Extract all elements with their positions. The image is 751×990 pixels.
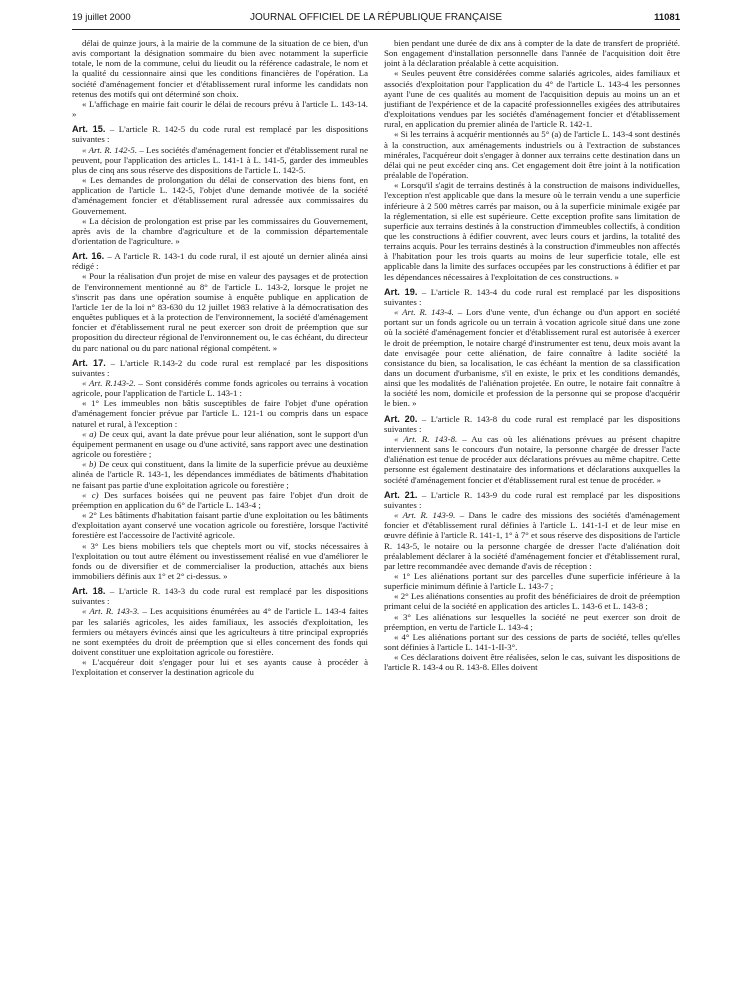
article-reference: « Art. R. 143-4. — [394, 307, 454, 318]
article-reference: « Art. R. 142-5. — [82, 144, 138, 155]
body-paragraph — [72, 606, 368, 657]
article-heading: Art. 19. — [384, 286, 418, 297]
paragraph-text: – L'article R.143-2 du code rural est remplacé par les dispositions suivantes : — [72, 357, 368, 378]
paragraph-text: « Les demandes de prolongation du délai de conservation des biens font, en application de l'article L. 142-5, l'objet d'une demande motivée de la société d'aménagement foncier et d'établissement rural adressée aux commissaires du Gouvernement. — [72, 175, 368, 216]
right-column — [384, 38, 680, 984]
paragraph-text: – L'article R. 143-8 du code rural est remplacé par les dispositions suivantes : — [384, 413, 680, 434]
paragraph-text: « 2° Les aliénations consenties au profit des bénéficiaires de droit de préemption primant celui de la société en application des articles L. 143-6 et L. 143-8 ; — [384, 591, 680, 612]
body-paragraph — [72, 657, 368, 677]
body-paragraph — [72, 490, 368, 510]
article-reference: « b) — [82, 459, 97, 470]
body-paragraph — [384, 510, 680, 571]
article-paragraph — [384, 414, 680, 434]
paragraph-text: « 1° Les immeubles non bâtis susceptibles de faire l'objet d'une opération d'aménagement foncier prévue par l'article L. 121-1 ou compris dans un espace naturel et rural, à l'exception : — [72, 398, 368, 429]
body-paragraph — [384, 68, 680, 129]
article-reference: « a) — [82, 428, 97, 439]
paragraph-text: « La décision de prolongation est prise par les commissaires du Gouvernement, après avis de la chambre d'agriculture et de la commission départementale d'orientation de l'agriculture. » — [72, 215, 368, 246]
body-paragraph — [72, 510, 368, 540]
body-paragraph — [384, 129, 680, 180]
paragraph-text: – L'article R. 143-9 du code rural est remplacé par les dispositions suivantes : — [384, 489, 680, 510]
paragraph-text: De ceux qui constituent, dans la limite de la superficie prévue au deuxième alinéa de l'article R. 143-1, les dépendances immédiates de bâtiments d'habitation ne faisant pas partie d'une exploitation agricole ou forestière ; — [72, 459, 368, 490]
article-reference: « Art. R.143-2. — [82, 378, 136, 388]
paragraph-text: bien pendant une durée de dix ans à compter de la date de transfert de propriété. Son engagement d'installation personnelle dans l'année de l'acquisition doit être joint à la déclaration préalable à cette acquisition. — [384, 38, 680, 69]
body-paragraph — [72, 145, 368, 175]
body-paragraph — [72, 378, 368, 398]
paragraph-text: « Ces déclarations doivent être réalisées, selon le cas, suivant les dispositions de l'article R. 143-4 ou R. 143-8. Elles doivent — [384, 652, 680, 673]
paragraph-text: « Seules peuvent être considérées comme salariés agricoles, aides familiaux et associés d'exploitation pour l'application du 4° de l'article L. 143-4 les personnes ayant l'une de ces qualités au moment de l'acquisition depuis au moins un an et justifiant de l'expérience et de la capacité professionnelles exigées des attributaires d'exploitations vendues par les sociétés d'aménagement foncier et d'établissement rural, en application du premier alinéa de l'article R. 142-1. — [384, 68, 680, 130]
article-reference: « Art. R. 143-8. — [394, 433, 458, 444]
body-paragraph — [72, 398, 368, 428]
paragraph-text: De ceux qui, avant la date prévue pour leur aliénation, sont le support d'un équipement permanent en usage ou d'une activité, sans rapport avec une destination agricole ou forestière ; — [72, 428, 368, 460]
left-column — [72, 38, 368, 984]
body-paragraph — [72, 216, 368, 246]
body-paragraph — [384, 180, 680, 282]
body-paragraph — [384, 652, 680, 672]
paragraph-text: « 3° Les biens mobiliers tels que cheptels mort ou vif, stocks nécessaires à l'exploitation ou tout autre élément ou investissement réalisé en vue d'améliorer le fonds ou de diversifier et de commercialiser la production, attachés aux biens immobiliers définis aux 1° et 2° ci-dessus. » — [72, 540, 368, 581]
paragraph-text: « 4° Les aliénations portant sur des cessions de parts de société, telles qu'elles sont définies à l'article L. 141-1-II-3°. — [384, 631, 680, 653]
article-heading: Art. 18. — [72, 586, 106, 597]
body-paragraph — [72, 429, 368, 459]
paragraph-text: – Les sociétés d'aménagement foncier et d'établissement rural ne peuvent, pour l'application des articles L. 141-1 à L. 141-5, garder des immeubles plus de cinq ans sous réserve des dispositions de l'article L. 142-5. — [72, 144, 368, 175]
paragraph-text: « Pour la réalisation d'un projet de mise en valeur des paysages et de protection de l'environnement mentionné au 8° de l'article L. 143-2, lorsque le projet ne s'inscrit pas dans une opération soumise à enquête publique en application de l'article 1er de la loi n° 83-630 du 12 juillet 1983 relative à la démocratisation des enquêtes publiques et à la protection de l'environnement, la société d'aménagement foncier et d'établissement rural ne peut exercer son droit de préemption que sur proposition du directeur régional de l'environnement ou, le cas échéant, du directeur du parc national ou du parc national régional compétent. » — [72, 271, 368, 353]
paragraph-text: – Lors d'une vente, d'un échange ou d'un apport en société portant sur un fonds agricole ou un terrain à vocation agricole situé dans une zone où la société d'aménagement foncier et d'établissement rural est autorisée à exercer le droit de préemption, le notaire chargé d'instrumenter est tenu, deux mois avant la date envisagée pour cette aliénation, de faire connaître à ladite société la consistance du bien, sa localisation, le cas échéant la mention de sa classification dans un document d'urbanisme, s'il en existe, le prix et les conditions demandés, ainsi que les modalités de l'aliénation projetée. En outre, le notaire fait connaître à la société les nom, domicile et profession de la personne qui se propose d'acquérir le bien. » — [384, 307, 680, 409]
body-paragraph — [72, 175, 368, 216]
body-paragraph — [384, 307, 680, 409]
paragraph-text: « L'acquéreur doit s'engager pour lui et ses ayants cause à procéder à l'exploitation et conserver la destination agricole du — [72, 657, 368, 678]
paragraph-text: « 1° Les aliénations portant sur des parcelles d'une superficie inférieure à la superficie minimum définie à l'article L. 143-7 ; — [384, 570, 680, 592]
paragraph-text: – Dans le cadre des missions des sociétés d'aménagement foncier et d'établissement rural définies à l'article L. 141-1-I et de leur mise en œuvre définie à l'article R. 141-1, 1° à 7° et sous réserve des dispositions de l'article R. 143-5, le notaire ou la personne chargée de dresser l'acte d'aliénation doit préalablement déclarer à la société d'aménagement foncier et d'établissement rural, par lettre recommandée avec demande d'avis de réception : — [384, 510, 680, 571]
issue-date: 19 juillet 2000 — [72, 12, 131, 23]
paragraph-text: – L'article R. 142-5 du code rural est remplacé par les dispositions suivantes : — [72, 124, 368, 145]
article-heading: Art. 15. — [72, 124, 106, 135]
article-paragraph — [72, 586, 368, 606]
paragraph-text: « 2° Les bâtiments d'habitation faisant partie d'une exploitation ou les bâtiments d'exploitation ayant conservé une vocation agricole ou forestière, lorsque l'activité forestière est l'accessoire de l'activité agricole. — [72, 510, 368, 541]
body-paragraph — [72, 99, 368, 119]
article-heading: Art. 16. — [72, 251, 105, 262]
article-paragraph — [384, 287, 680, 307]
page-number: 11081 — [654, 12, 680, 23]
paragraph-text: – Sont considérés comme fonds agricoles ou terrains à vocation agricole, pour l'application de l'article L. 143-1 : — [72, 378, 368, 399]
body-paragraph — [384, 612, 680, 632]
article-reference: « Art. R. 143-3. — [82, 606, 140, 617]
journal-title: JOURNAL OFFICIEL DE LA RÉPUBLIQUE FRANÇAISE — [249, 12, 503, 23]
body-paragraph — [72, 541, 368, 582]
article-paragraph — [72, 251, 368, 271]
body-paragraph — [384, 591, 680, 611]
paragraph-text: – A l'article R. 143-1 du code rural, il est ajouté un dernier alinéa ainsi rédigé : — [72, 251, 368, 272]
article-reference: « c) — [82, 489, 99, 500]
paragraph-text: Des surfaces boisées qui ne peuvent pas faire l'objet d'un droit de préemption en application du 6° de l'article L. 143-4 ; — [72, 489, 368, 510]
article-heading: Art. 17. — [72, 357, 106, 368]
paragraph-text: – L'article R. 143-4 du code rural est remplacé par les dispositions suivantes : — [384, 286, 680, 307]
paragraph-text: – L'article R. 143-3 du code rural est remplacé par les dispositions suivantes : — [72, 586, 368, 607]
body-paragraph — [72, 459, 368, 489]
article-reference: « Art. R. 143-9. — [394, 510, 456, 521]
paragraph-text: – Au cas où les aliénations prévues au présent chapitre interviennent sans le concours d'un notaire, la personne chargée de dresser l'acte d'aliénation est tenue de procéder aux déclarations prévues au même chapitre. Cette personne est également destinataire des informations et déclarations auxquelles la société d'aménagement foncier et d'établissement rural est tenue de procéder. » — [384, 433, 680, 485]
body-paragraph — [384, 38, 680, 68]
paragraph-text: – Les acquisitions énumérées au 4° de l'article L. 143-4 faites par les salariés agricoles, les aides familiaux, les associés d'exploitation, les fermiers ou métayers évincés ainsi que les agriculteurs à titre principal expropriés ne sont exemptées du droit de préemption que si elles concernent des fonds qui doivent constituer une exploitation agricole ou forestière. — [72, 606, 368, 658]
page-header — [72, 12, 680, 28]
body-paragraph — [384, 571, 680, 591]
article-paragraph — [72, 358, 368, 378]
paragraph-text: délai de quinze jours, à la mairie de la commune de la situation de ce bien, d'un avis comportant la désignation sommaire du bien avec notamment la superficie totale, le nom de la commune, celui du lieudit ou la référence cadastrale, le nom et la qualité du cessionnaire ainsi que les conditions financières de l'opération. La société d'aménagement foncier et d'établissement rural informe les candidats non retenus des motifs qui ont déterminé son choix. — [72, 38, 368, 99]
article-heading: Art. 20. — [384, 413, 418, 424]
body-paragraph — [72, 271, 368, 352]
article-paragraph — [72, 124, 368, 144]
body-paragraph — [72, 38, 368, 99]
header-rule — [72, 29, 680, 30]
article-heading: Art. 21. — [384, 489, 418, 500]
paragraph-text: « Si les terrains à acquérir mentionnés au 5° (a) de l'article L. 143-4 sont destinés à la construction, aux aménagements industriels ou à l'extraction de substances minérales, l'acquéreur doit s'engager à donner aux terrains cette destination dans un délai qui ne peut excéder cinq ans. Cet engagement doit être joint à la notification préalable de l'opération. — [384, 129, 680, 181]
body-paragraph — [384, 434, 680, 485]
paragraph-text: « 3° Les aliénations sur lesquelles la société ne peut exercer son droit de préemption, en vertu de l'article L. 143-4 ; — [384, 611, 680, 632]
article-paragraph — [384, 490, 680, 510]
body-paragraph — [384, 632, 680, 652]
paragraph-text: « L'affichage en mairie fait courir le délai de recours prévu à l'article L. 143-14. » — [72, 98, 368, 120]
paragraph-text: « Lorsqu'il s'agit de terrains destinés à la construction de maisons individuelles, l'exception n'est applicable que dans la mesure où le terrain vendu a une superficie inférieure à 2 500 mètres carrés par maison, ou à la superficie minimale exigée par la réglementation, si elle est supérieure. Cette exception profite sans limitation de superficie aux terrains destinés à la construction d'immeubles collectifs, à condition que les constructions à édifier couvrent, avec leurs cours et jardins, la totalité des terrains acquis. Pour les terrains destinés à la construction d'immeubles non affectés à l'habitation pour les trois quarts au moins de leur superficie totale, elle est applicable dans la limite des surfaces occupées par les constructions à édifier et par les dépendances nécessaires à l'exploitation de ces constructions. » — [384, 180, 680, 282]
